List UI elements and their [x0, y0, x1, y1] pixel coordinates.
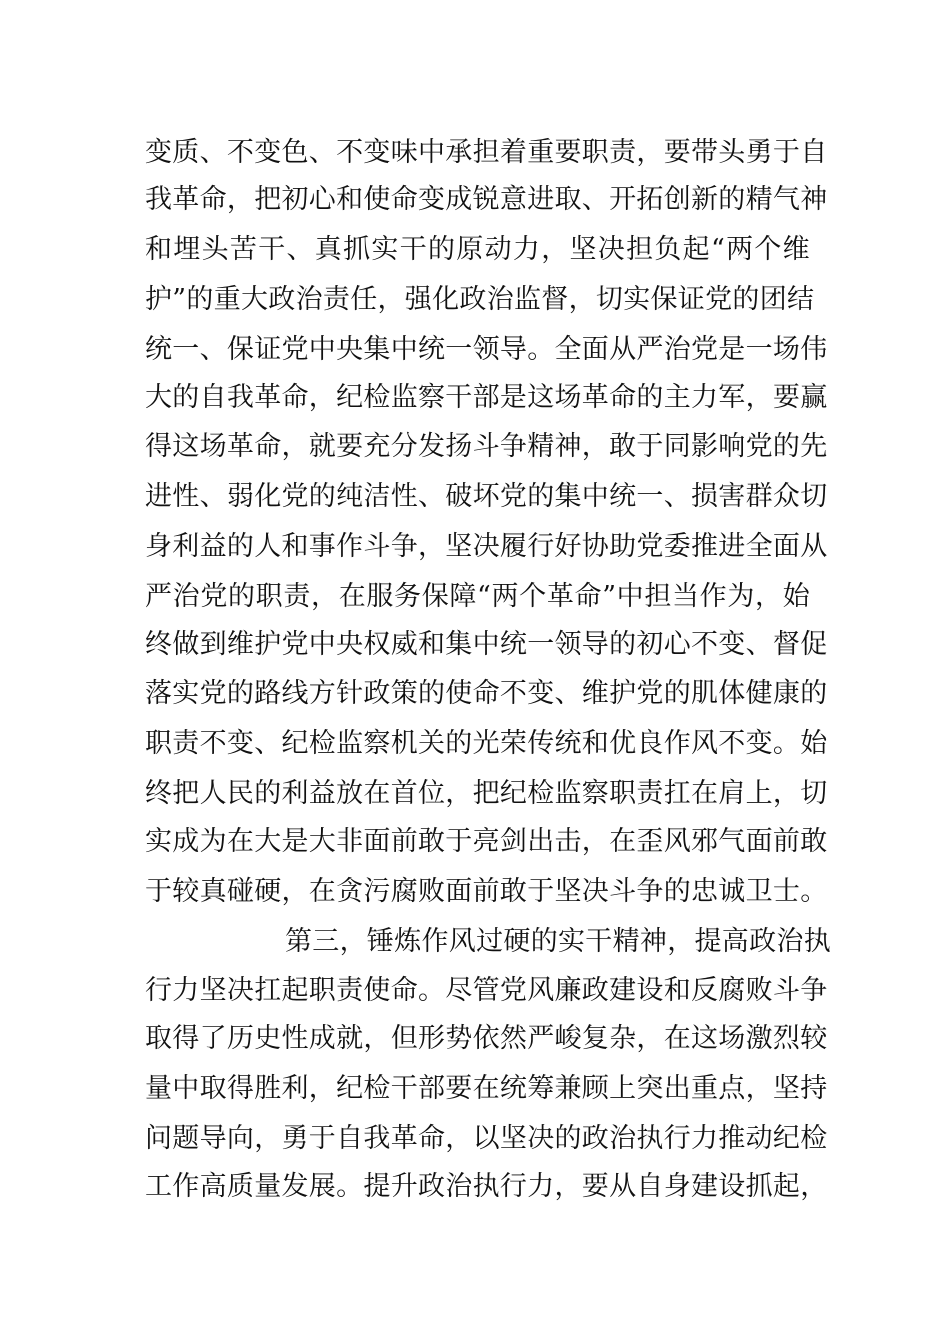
text-line: 于较真碰硬，在贪污腐败面前敢于坚决斗争的忠诚卫士。 — [145, 876, 828, 907]
text-line: 得这场革命，就要充分发扬斗争精神，敢于同影响党的先 — [145, 431, 828, 462]
text-line: 终把人民的利益放在首位，把纪检监察职责扛在肩上，切 — [145, 778, 828, 809]
text-line: 工作高质量发展。提升政治执行力，要从自身建设抓起， — [145, 1171, 828, 1202]
section-heading-line: 第三，锤炼作风过硬的实干精神，提高政治执 — [285, 926, 831, 957]
text-line: 落实党的路线方针政策的使命不变、维护党的肌体健康的 — [145, 678, 828, 709]
text-line: 统一、保证党中央集中统一领导。全面从严治党是一场伟 — [145, 334, 828, 365]
text-line: 问题导向，勇于自我革命，以坚决的政治执行力推动纪检 — [145, 1123, 828, 1154]
text-line: 实成为在大是大非面前敢于亮剑出击，在歪风邪气面前敢 — [145, 826, 828, 857]
text-line: 量中取得胜利，纪检干部要在统筹兼顾上突出重点，坚持 — [145, 1073, 828, 1104]
text-line: 终做到维护党中央权威和集中统一领导的初心不变、督促 — [145, 629, 828, 660]
text-line: 变质、不变色、不变味中承担着重要职责，要带头勇于自 — [145, 137, 828, 168]
text-line: 护”的重大政治责任，强化政治监督，切实保证党的团结 — [145, 284, 815, 315]
text-line: 和埋头苦干、真抓实干的原动力，坚决担负起“两个维 — [145, 234, 810, 265]
text-line: 取得了历史性成就，但形势依然严峻复杂，在这场激烈较 — [145, 1023, 828, 1054]
text-line: 身利益的人和事作斗争，坚决履行好协助党委推进全面从 — [145, 531, 828, 562]
text-line: 职责不变、纪检监察机关的光荣传统和优良作风不变。始 — [145, 728, 828, 759]
text-line: 严治党的职责，在服务保障“两个革命”中担当作为，始 — [145, 581, 810, 612]
text-line: 进性、弱化党的纯洁性、破坏党的集中统一、损害群众切 — [145, 481, 828, 512]
text-line: 大的自我革命，纪检监察干部是这场革命的主力军，要赢 — [145, 382, 828, 413]
text-line: 我革命，把初心和使命变成锐意进取、开拓创新的精气神 — [145, 184, 828, 215]
text-line: 行力坚决扛起职责使命。尽管党风廉政建设和反腐败斗争 — [145, 975, 828, 1006]
